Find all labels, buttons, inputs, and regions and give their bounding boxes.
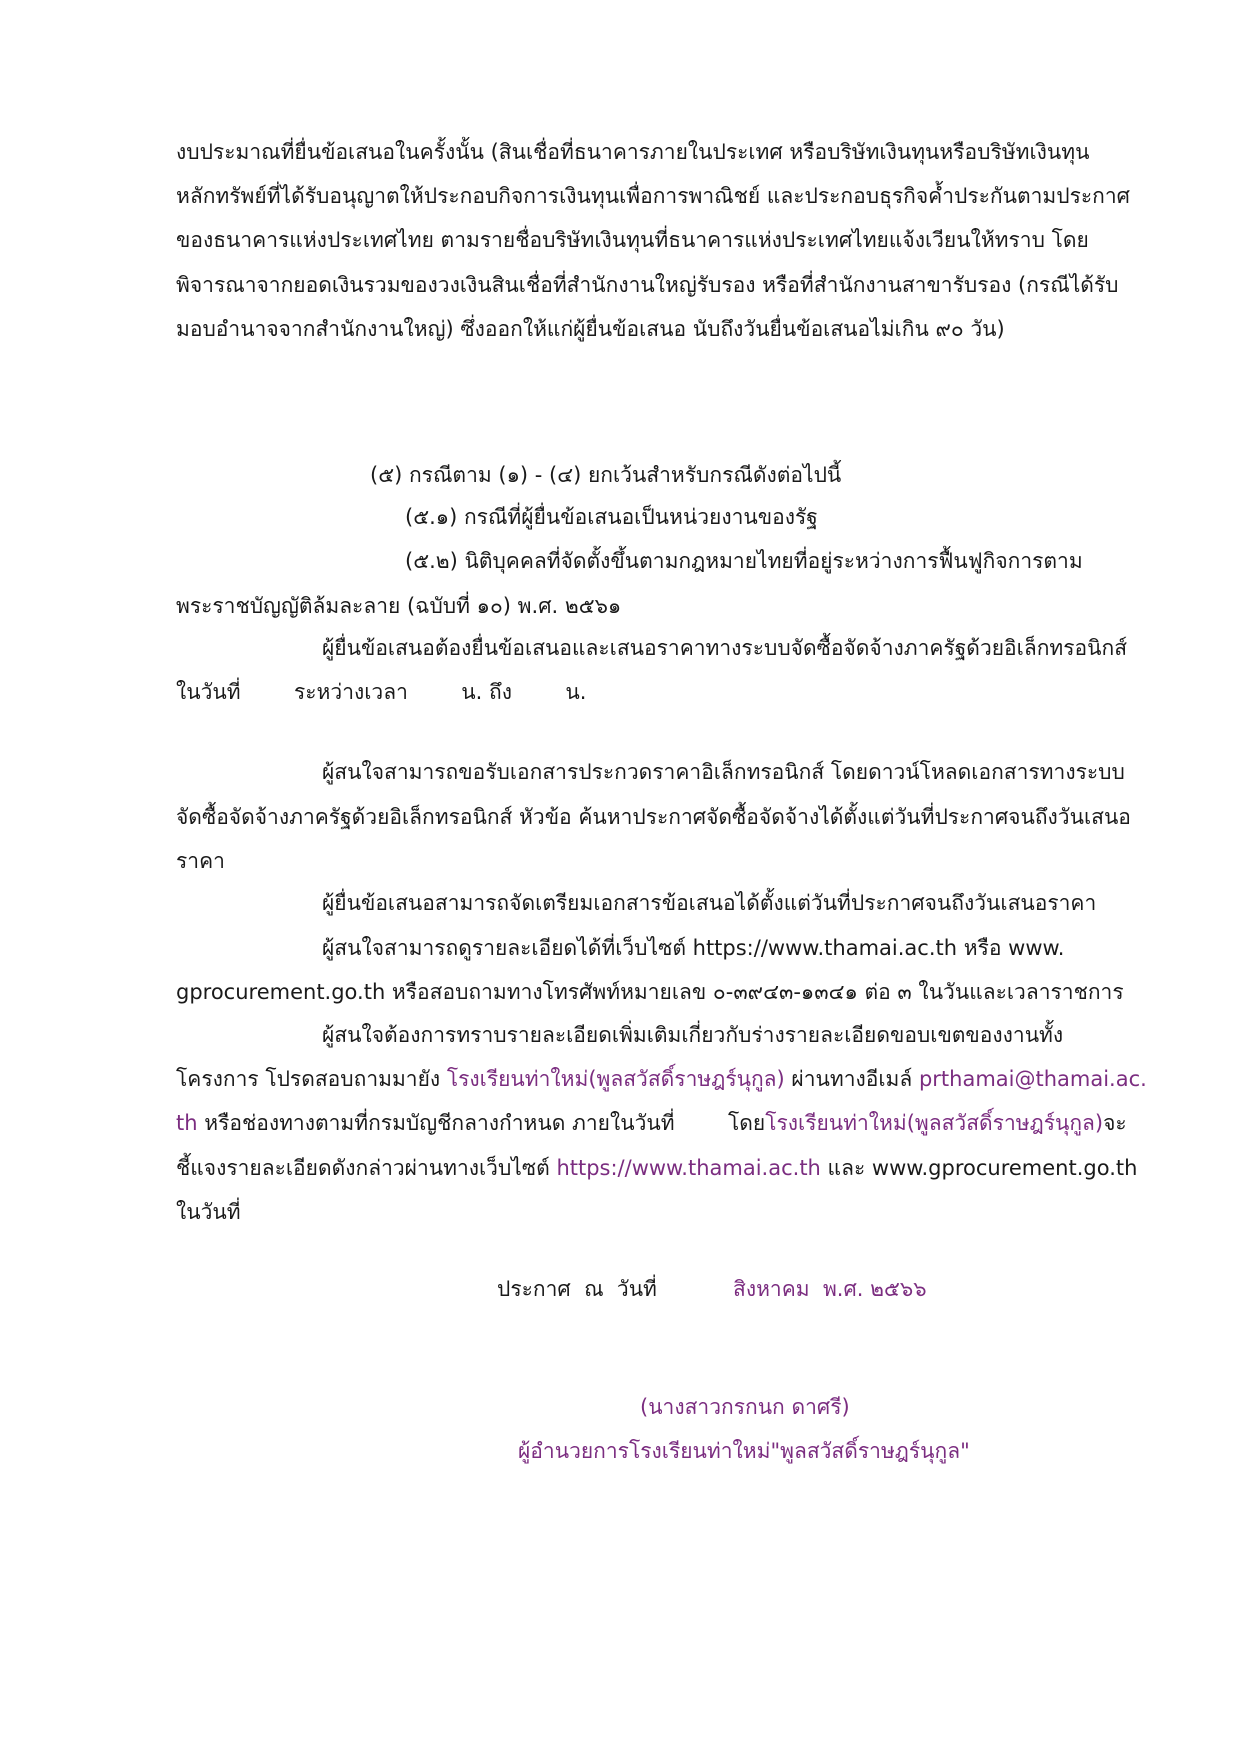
inquiry-line-2 (176, 1064, 1147, 1094)
documents-line-2: จัดซื้อจัดจ้างภาครัฐด้วยอิเล็กทรอนิกส์ หัวข้อ ค้นหาประกาศจัดซื้อจัดจ้างได้ตั้งแต่วันที่ประกาศจนถึงวันเสนอ (176, 805, 1131, 829)
exception-item-2-line-2: พระราชบัญญัติล้มละลาย (ฉบับที่ ๑๐) พ.ศ. ๒๕๖๑ (176, 594, 622, 618)
prepare-line: ผู้ยื่นข้อเสนอสามารถจัดเตรียมเอกสารข้อเสนอได้ตั้งแต่วันที่ประกาศจนถึงวันเสนอราคา (322, 891, 1097, 915)
inquiry-line-4-text-a: ชี้แจงรายละเอียดดังกล่าวผ่านทางเว็บไซต์ (176, 1156, 557, 1180)
inquiry-line-2-text-a: โครงการ โปรดสอบถามมายัง (176, 1067, 447, 1091)
inquiry-line-2-text-b: ผ่านทางอีเมล์ (784, 1067, 919, 1091)
inquiry-line-3-text-b: จะ (1103, 1111, 1127, 1135)
submission-line-2: ในวันที่ ระหว่างเวลา น. ถึง น. (176, 680, 587, 704)
submission-line-1: ผู้ยื่นข้อเสนอต้องยื่นข้อเสนอและเสนอราคาทางระบบจัดซื้อจัดจ้างภาครัฐด้วยอิเล็กทรอนิกส์ (322, 636, 1128, 660)
announcement-label: ประกาศ ณ วันที่ (497, 1277, 657, 1301)
email-link-part-2[interactable]: th (176, 1111, 198, 1135)
exception-item-1: (๕.๑) กรณีที่ผู้ยื่นข้อเสนอเป็นหน่วยงานของรัฐ (405, 505, 818, 529)
inquiry-line-4 (176, 1153, 1137, 1183)
documents-line-3: ราคา (176, 849, 225, 873)
intro-line-1: งบประมาณที่ยื่นข้อเสนอในครั้งนั้น (สินเชื่อที่ธนาคารภายในประเทศ หรือบริษัทเงินทุนหรือบริษัทเงินทุน (176, 140, 1090, 164)
intro-line-5: มอบอำนาจจากสำนักงานใหญ่) ซึ่งออกให้แก่ผู้ยื่นข้อเสนอ นับถึงวันยื่นข้อเสนอไม่เกิน ๙๐ วัน) (176, 317, 1005, 341)
exception-item-2-line-1: (๕.๒) นิติบุคคลที่จัดตั้งขึ้นตามกฎหมายไทยที่อยู่ระหว่างการฟื้นฟูกิจการตาม (405, 549, 1083, 573)
exceptions-heading: (๕) กรณีตาม (๑) - (๔) ยกเว้นสำหรับกรณีดังต่อไปนี้ (370, 463, 842, 487)
school-name-link-2[interactable]: โรงเรียนท่าใหม่(พูลสวัสดิ์ราษฎร์นุกูล) (765, 1111, 1104, 1135)
website-link[interactable]: https://www.thamai.ac.th (556, 1156, 821, 1180)
inquiry-line-1: ผู้สนใจต้องการทราบรายละเอียดเพิ่มเติมเกี่ยวกับร่างรายละเอียดขอบเขตของงานทั้ง (322, 1023, 1064, 1047)
inquiry-line-5: ในวันที่ (176, 1200, 241, 1224)
view-line-1: ผู้สนใจสามารถดูรายละเอียดได้ที่เว็บไซต์ https://www.thamai.ac.th หรือ www. (322, 936, 1065, 960)
intro-line-3: ของธนาคารแห่งประเทศไทย ตามรายชื่อบริษัทเงินทุนที่ธนาคารแห่งประเทศไทยแจ้งเวียนให้ทราบ โดย (176, 228, 1089, 252)
school-name-link[interactable]: โรงเรียนท่าใหม่(พูลสวัสดิ์ราษฎร์นุกูล) (446, 1067, 785, 1091)
inquiry-line-4-text-b: และ www.gprocurement.go.th (820, 1156, 1138, 1180)
intro-line-4: พิจารณาจากยอดเงินรวมของวงเงินสินเชื่อที่สำนักงานใหญ่รับรอง หรือที่สำนักงานสาขารับรอง (กรณีได้รับ (176, 273, 1119, 297)
view-line-2: gprocurement.go.th หรือสอบถามทางโทรศัพท์หมายเลข ๐-๓๙๔๓-๑๓๔๑ ต่อ ๓ ในวันและเวลาราชการ (176, 980, 1124, 1004)
signatory-name: (นางสาวกรกนก ดาศรี) (640, 1395, 850, 1419)
announcement-date: สิงหาคม พ.ศ. ๒๕๖๖ (733, 1277, 927, 1301)
email-link-part-1[interactable]: prthamai@thamai.ac. (918, 1067, 1147, 1091)
inquiry-line-3-text-a: หรือช่องทางตามที่กรมบัญชีกลางกำหนด ภายในวันที่ โดย (197, 1111, 766, 1135)
intro-line-2: หลักทรัพย์ที่ได้รับอนุญาตให้ประกอบกิจการเงินทุนเพื่อการพาณิชย์ และประกอบธุรกิจค้ำประกันตามประกาศ (176, 184, 1130, 208)
signatory-title: ผู้อำนวยการโรงเรียนท่าใหม่"พูลสวัสดิ์ราษฎร์นุกูล" (518, 1439, 970, 1463)
inquiry-line-3 (176, 1108, 1127, 1138)
documents-line-1: ผู้สนใจสามารถขอรับเอกสารประกวดราคาอิเล็กทรอนิกส์ โดยดาวน์โหลดเอกสารทางระบบ (322, 760, 1125, 784)
